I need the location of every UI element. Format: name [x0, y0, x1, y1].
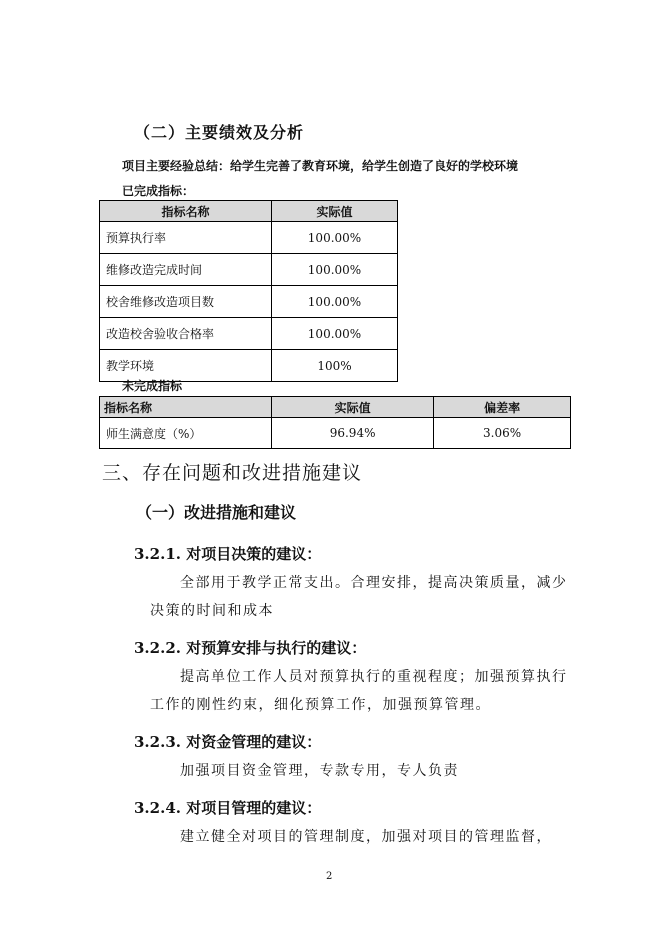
table-row — [100, 254, 398, 286]
item-paragraph — [150, 663, 570, 719]
completed-indicators-table — [99, 200, 398, 382]
item-text: 加强项目资金管理，专款专用，专人负责 — [180, 763, 459, 779]
indicator-value: 96.94% — [272, 418, 434, 449]
table-header-row — [100, 397, 571, 418]
item-paragraph — [150, 757, 570, 785]
indicator-name: 维修改造完成时间 — [100, 254, 272, 286]
indicator-deviation: 3.06% — [434, 418, 571, 449]
indicator-name: 预算执行率 — [100, 222, 272, 254]
item-paragraph — [150, 569, 570, 625]
completed-indicators-label: 已完成指标： — [122, 184, 195, 198]
table-header-row — [100, 201, 398, 222]
indicator-value: 100.00% — [272, 318, 398, 350]
indicator-name: 教学环境 — [100, 350, 272, 382]
section-2-title: （二）主要绩效及分析 — [134, 123, 305, 142]
table-row — [100, 418, 571, 449]
item-heading: 3.2.1. 对项目决策的建议： — [134, 545, 322, 563]
item-paragraph — [150, 823, 570, 851]
item-heading: 3.2.4. 对项目管理的建议： — [134, 799, 322, 817]
table-row — [100, 222, 398, 254]
header-actual-value: 实际值 — [272, 397, 434, 418]
page-number: 2 — [326, 871, 333, 882]
indicator-name: 师生满意度（%） — [100, 418, 272, 449]
incomplete-indicators-label: 未完成指标 — [122, 379, 183, 393]
indicator-value: 100.00% — [272, 254, 398, 286]
incomplete-indicators-table — [99, 396, 571, 449]
indicator-name: 校舍维修改造项目数 — [100, 286, 272, 318]
item-heading: 3.2.2. 对预算安排与执行的建议： — [134, 639, 367, 657]
item-text: 全部用于教学正常支出。合理安排，提高决策质量，减少决策的时间和成本 — [150, 575, 568, 619]
header-indicator-name: 指标名称 — [100, 397, 272, 418]
experience-summary: 项目主要经验总结：给学生完善了教育环境，给学生创造了良好的学校环境 — [122, 159, 519, 173]
section-3-title: 三、存在问题和改进措施建议 — [102, 462, 363, 484]
header-actual-value: 实际值 — [272, 201, 398, 222]
item-heading: 3.2.3. 对资金管理的建议： — [134, 733, 322, 751]
item-text: 提高单位工作人员对预算执行的重视程度；加强预算执行工作的刚性约束，细化预算工作，加强预算管理。 — [150, 669, 568, 713]
improvement-subtitle: （一）改进措施和建议 — [136, 503, 297, 522]
header-deviation-rate: 偏差率 — [434, 397, 571, 418]
indicator-value: 100.00% — [272, 286, 398, 318]
indicator-value: 100% — [272, 350, 398, 382]
item-text: 建立健全对项目的管理制度，加强对项目的管理监督， — [180, 829, 552, 845]
table-row — [100, 318, 398, 350]
table-row — [100, 286, 398, 318]
header-indicator-name: 指标名称 — [100, 201, 272, 222]
indicator-name: 改造校舍验收合格率 — [100, 318, 272, 350]
indicator-value: 100.00% — [272, 222, 398, 254]
